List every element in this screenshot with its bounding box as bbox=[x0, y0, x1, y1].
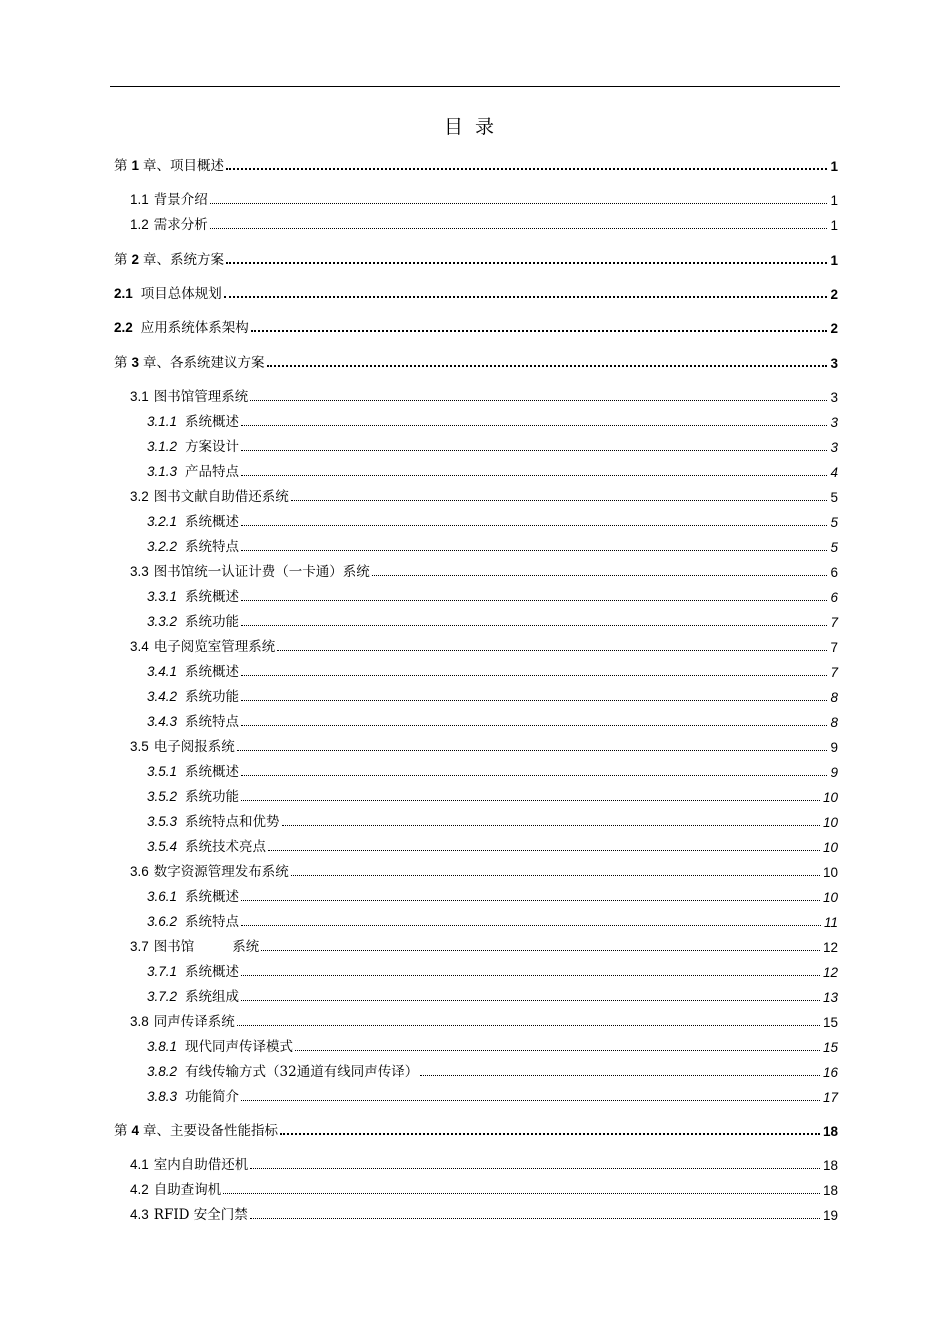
page-number: 16 bbox=[822, 1065, 838, 1080]
page-number: 3 bbox=[830, 390, 838, 405]
entry-title: 同声传译系统 bbox=[153, 1014, 235, 1030]
dot-leader bbox=[241, 900, 820, 901]
entry-title: 系统功能 bbox=[185, 689, 240, 705]
page-number: 13 bbox=[822, 990, 838, 1005]
entry-title: 电子阅报系统 bbox=[153, 739, 235, 755]
toc-section-3-8[interactable] bbox=[114, 1010, 838, 1030]
chapter-prefix: 第 bbox=[114, 252, 128, 268]
subsection-number: 3.5.4 bbox=[147, 839, 178, 854]
toc-subsection-3-2-1[interactable] bbox=[114, 510, 838, 530]
dot-leader bbox=[250, 1168, 820, 1169]
entry-title: 系统特点 bbox=[185, 914, 240, 930]
entry-title: 系统功能 bbox=[185, 789, 240, 805]
entry-title: 系统概述 bbox=[185, 414, 240, 430]
section-number: 4.1 bbox=[130, 1157, 149, 1172]
toc-chapter-2[interactable] bbox=[114, 248, 838, 268]
entry-title: 产品特点 bbox=[185, 464, 240, 480]
dot-leader bbox=[226, 168, 827, 170]
dot-leader bbox=[241, 925, 821, 926]
page-number: 7 bbox=[830, 640, 838, 655]
entry-title: 图书馆 bbox=[153, 939, 195, 955]
header-rule bbox=[110, 86, 840, 87]
dot-leader bbox=[241, 725, 827, 726]
dot-leader bbox=[241, 975, 820, 976]
toc-section-3-5[interactable] bbox=[114, 735, 838, 755]
page-number: 2 bbox=[830, 321, 838, 336]
toc-chapter-3[interactable] bbox=[114, 351, 838, 371]
toc-subsection-3-6-2[interactable] bbox=[114, 910, 838, 930]
dot-leader bbox=[241, 450, 827, 451]
subsection-number: 3.1.1 bbox=[147, 414, 178, 429]
toc-subsection-3-4-2[interactable] bbox=[114, 685, 838, 705]
dot-leader bbox=[241, 525, 827, 526]
page-number: 10 bbox=[822, 815, 838, 830]
subsection-number: 3.8.2 bbox=[147, 1064, 178, 1079]
entry-title: 系统特点 bbox=[185, 714, 240, 730]
dot-leader bbox=[241, 550, 827, 551]
toc-subsection-3-5-3[interactable] bbox=[114, 810, 838, 830]
section-number: 4.2 bbox=[130, 1182, 149, 1197]
dot-leader bbox=[241, 700, 827, 701]
dot-leader bbox=[250, 400, 827, 401]
entry-title: 图书馆管理系统 bbox=[153, 389, 249, 405]
section-number: 4.3 bbox=[130, 1207, 149, 1222]
entry-title: 系统概述 bbox=[185, 964, 240, 980]
dot-leader bbox=[241, 600, 827, 601]
page-number: 12 bbox=[822, 965, 838, 980]
section-number: 2.2 bbox=[114, 320, 133, 335]
toc-subsection-3-1-1[interactable] bbox=[114, 410, 838, 430]
page-number: 10 bbox=[822, 790, 838, 805]
subsection-number: 3.7.1 bbox=[147, 964, 178, 979]
page-number: 4 bbox=[830, 465, 838, 480]
section-number: 3.2 bbox=[130, 489, 149, 504]
page-number: 18 bbox=[822, 1183, 838, 1198]
chapter-number: 2 bbox=[131, 252, 140, 267]
page-number: 10 bbox=[822, 865, 838, 880]
toc-chapter-1[interactable] bbox=[114, 154, 838, 174]
section-number: 3.7 bbox=[130, 939, 149, 954]
dot-leader bbox=[241, 1000, 820, 1001]
dot-leader bbox=[210, 228, 827, 229]
page-number: 5 bbox=[830, 515, 838, 530]
dot-leader bbox=[241, 625, 827, 626]
dot-leader bbox=[251, 330, 827, 332]
entry-title: 功能简介 bbox=[185, 1089, 240, 1105]
entry-title: 系统概述 bbox=[185, 514, 240, 530]
subsection-number: 3.7.2 bbox=[147, 989, 178, 1004]
toc-section-3-2[interactable] bbox=[114, 485, 838, 505]
dot-leader bbox=[226, 262, 827, 264]
toc-section-3-3[interactable] bbox=[114, 560, 838, 580]
page-number: 7 bbox=[830, 615, 838, 630]
toc-section-3-7[interactable] bbox=[114, 935, 838, 955]
toc-subsection-3-3-2[interactable] bbox=[114, 610, 838, 630]
toc-subsection-3-4-3[interactable] bbox=[114, 710, 838, 730]
toc-subsection-3-1-2[interactable] bbox=[114, 435, 838, 455]
page-number: 2 bbox=[830, 287, 838, 302]
entry-title: 有线传输方式（32通道有线同声传译） bbox=[185, 1064, 419, 1080]
page-number: 1 bbox=[830, 218, 838, 233]
page-number: 10 bbox=[822, 890, 838, 905]
page-number: 3 bbox=[830, 440, 838, 455]
page-number: 1 bbox=[830, 159, 838, 174]
subsection-number: 3.4.1 bbox=[147, 664, 178, 679]
subsection-number: 3.1.2 bbox=[147, 439, 178, 454]
subsection-number: 3.4.3 bbox=[147, 714, 178, 729]
page-number: 10 bbox=[822, 840, 838, 855]
toc-section-4-2[interactable] bbox=[114, 1178, 838, 1198]
page-number: 3 bbox=[830, 356, 838, 371]
page-number: 9 bbox=[830, 765, 838, 780]
page-number: 5 bbox=[830, 540, 838, 555]
dot-leader bbox=[280, 1133, 820, 1135]
toc-section-1-2[interactable] bbox=[114, 213, 838, 233]
page-number: 15 bbox=[822, 1015, 838, 1030]
entry-title-suffix: 系统 bbox=[232, 939, 260, 955]
entry-title: 现代同声传译模式 bbox=[185, 1039, 294, 1055]
dot-leader bbox=[267, 365, 827, 367]
subsection-number: 3.6.2 bbox=[147, 914, 178, 929]
section-number: 3.8 bbox=[130, 1014, 149, 1029]
toc-section-1-1[interactable] bbox=[114, 188, 838, 208]
dot-leader bbox=[291, 875, 820, 876]
entry-title: 室内自助借还机 bbox=[153, 1157, 249, 1173]
page-number: 18 bbox=[822, 1158, 838, 1173]
toc-subsection-3-8-1[interactable] bbox=[114, 1035, 838, 1055]
dot-leader bbox=[295, 1050, 820, 1051]
entry-title: 系统特点和优势 bbox=[185, 814, 280, 830]
toc-subsection-3-3-1[interactable] bbox=[114, 585, 838, 605]
toc-section-2-1[interactable] bbox=[114, 282, 838, 302]
dot-leader bbox=[237, 750, 827, 751]
toc-subsection-3-6-1[interactable] bbox=[114, 885, 838, 905]
section-number: 3.3 bbox=[130, 564, 149, 579]
section-number: 3.6 bbox=[130, 864, 149, 879]
dot-leader bbox=[224, 296, 827, 298]
toc-subsection-3-7-1[interactable] bbox=[114, 960, 838, 980]
subsection-number: 3.2.2 bbox=[147, 539, 178, 554]
subsection-number: 3.1.3 bbox=[147, 464, 178, 479]
toc-subsection-3-5-4[interactable] bbox=[114, 835, 838, 855]
entry-title: 数字资源管理发布系统 bbox=[153, 864, 289, 880]
toc-section-2-2[interactable] bbox=[114, 316, 838, 336]
toc-subsection-3-2-2[interactable] bbox=[114, 535, 838, 555]
toc-subsection-3-5-1[interactable] bbox=[114, 760, 838, 780]
entry-title: 系统特点 bbox=[185, 539, 240, 555]
toc-section-3-4[interactable] bbox=[114, 635, 838, 655]
entry-title: 图书馆统一认证计费（一卡通）系统 bbox=[153, 564, 370, 580]
entry-title: 系统概述 bbox=[185, 889, 240, 905]
chapter-number: 4 bbox=[131, 1123, 140, 1138]
toc-subsection-3-4-1[interactable] bbox=[114, 660, 838, 680]
page-number: 5 bbox=[830, 490, 838, 505]
dot-leader bbox=[277, 650, 827, 651]
subsection-number: 3.3.2 bbox=[147, 614, 178, 629]
subsection-number: 3.3.1 bbox=[147, 589, 178, 604]
subsection-number: 3.5.3 bbox=[147, 814, 178, 829]
toc-chapter-4[interactable] bbox=[114, 1119, 838, 1139]
page-number: 1 bbox=[830, 253, 838, 268]
dot-leader bbox=[250, 1218, 820, 1219]
page-number: 8 bbox=[830, 715, 838, 730]
dot-leader bbox=[210, 203, 827, 204]
subsection-number: 3.8.3 bbox=[147, 1089, 178, 1104]
dot-leader bbox=[268, 850, 820, 851]
toc-section-3-1[interactable] bbox=[114, 385, 838, 405]
chapter-prefix: 第 bbox=[114, 1123, 128, 1139]
dot-leader bbox=[241, 425, 827, 426]
dot-leader bbox=[241, 675, 827, 676]
entry-title: 系统概述 bbox=[185, 664, 240, 680]
page-number: 7 bbox=[830, 665, 838, 680]
page-number: 6 bbox=[830, 590, 838, 605]
dot-leader bbox=[282, 825, 820, 826]
entry-title: 项目总体规划 bbox=[140, 286, 222, 302]
entry-title: 应用系统体系架构 bbox=[140, 320, 249, 336]
page-title: 目录 bbox=[443, 116, 506, 138]
subsection-number: 3.8.1 bbox=[147, 1039, 178, 1054]
toc-subsection-3-7-2[interactable] bbox=[114, 985, 838, 1005]
page-number: 6 bbox=[830, 565, 838, 580]
section-number: 3.1 bbox=[130, 389, 149, 404]
entry-title: 系统功能 bbox=[185, 614, 240, 630]
subsection-number: 3.5.2 bbox=[147, 789, 178, 804]
entry-title: 系统概述 bbox=[185, 764, 240, 780]
toc-section-3-6[interactable] bbox=[114, 860, 838, 880]
toc-section-4-3[interactable] bbox=[114, 1203, 838, 1223]
page-number: 8 bbox=[830, 690, 838, 705]
dot-leader bbox=[372, 575, 827, 576]
section-number: 2.1 bbox=[114, 286, 133, 301]
entry-title: 章、系统方案 bbox=[143, 252, 225, 268]
page-number: 17 bbox=[822, 1090, 838, 1105]
entry-title: 电子阅览室管理系统 bbox=[153, 639, 276, 655]
chapter-prefix: 第 bbox=[114, 158, 128, 174]
page-number: 12 bbox=[822, 940, 838, 955]
section-number: 1.2 bbox=[130, 217, 149, 232]
dot-leader bbox=[261, 950, 820, 951]
subsection-number: 3.2.1 bbox=[147, 514, 178, 529]
page-number: 19 bbox=[822, 1208, 838, 1223]
dot-leader bbox=[223, 1193, 820, 1194]
entry-title: 系统组成 bbox=[185, 989, 240, 1005]
subsection-number: 3.4.2 bbox=[147, 689, 178, 704]
dot-leader bbox=[241, 475, 827, 476]
entry-title: 章、主要设备性能指标 bbox=[143, 1123, 279, 1139]
toc-subsection-3-8-2[interactable] bbox=[114, 1060, 838, 1080]
entry-title: 章、各系统建议方案 bbox=[143, 355, 265, 371]
dot-leader bbox=[241, 775, 827, 776]
chapter-number: 3 bbox=[131, 355, 140, 370]
toc-subsection-3-8-3[interactable] bbox=[114, 1085, 838, 1105]
dot-leader bbox=[241, 800, 820, 801]
section-number: 3.4 bbox=[130, 639, 149, 654]
section-number: 1.1 bbox=[130, 192, 149, 207]
dot-leader bbox=[291, 500, 827, 501]
subsection-number: 3.6.1 bbox=[147, 889, 178, 904]
entry-title: 图书文献自助借还系统 bbox=[153, 489, 289, 505]
dot-leader bbox=[241, 1100, 820, 1101]
page-number: 1 bbox=[830, 193, 838, 208]
page-number: 3 bbox=[830, 415, 838, 430]
page-number: 9 bbox=[830, 740, 838, 755]
entry-title: 自助查询机 bbox=[153, 1182, 222, 1198]
entry-title: 背景介绍 bbox=[153, 192, 208, 208]
entry-title: 需求分析 bbox=[153, 217, 208, 233]
entry-title: 方案设计 bbox=[185, 439, 240, 455]
page-number: 15 bbox=[822, 1040, 838, 1055]
toc-subsection-3-5-2[interactable] bbox=[114, 785, 838, 805]
toc-subsection-3-1-3[interactable] bbox=[114, 460, 838, 480]
chapter-number: 1 bbox=[131, 158, 140, 173]
entry-title: 系统概述 bbox=[185, 589, 240, 605]
entry-title: 系统技术亮点 bbox=[185, 839, 267, 855]
subsection-number: 3.5.1 bbox=[147, 764, 178, 779]
dot-leader bbox=[420, 1075, 820, 1076]
entry-title: 章、项目概述 bbox=[143, 158, 225, 174]
entry-title: RFID 安全门禁 bbox=[153, 1207, 248, 1223]
section-number: 3.5 bbox=[130, 739, 149, 754]
toc-section-4-1[interactable] bbox=[114, 1153, 838, 1173]
dot-leader bbox=[237, 1025, 820, 1026]
page-number: 11 bbox=[823, 915, 838, 930]
chapter-prefix: 第 bbox=[114, 355, 128, 371]
page-number: 18 bbox=[822, 1124, 838, 1139]
